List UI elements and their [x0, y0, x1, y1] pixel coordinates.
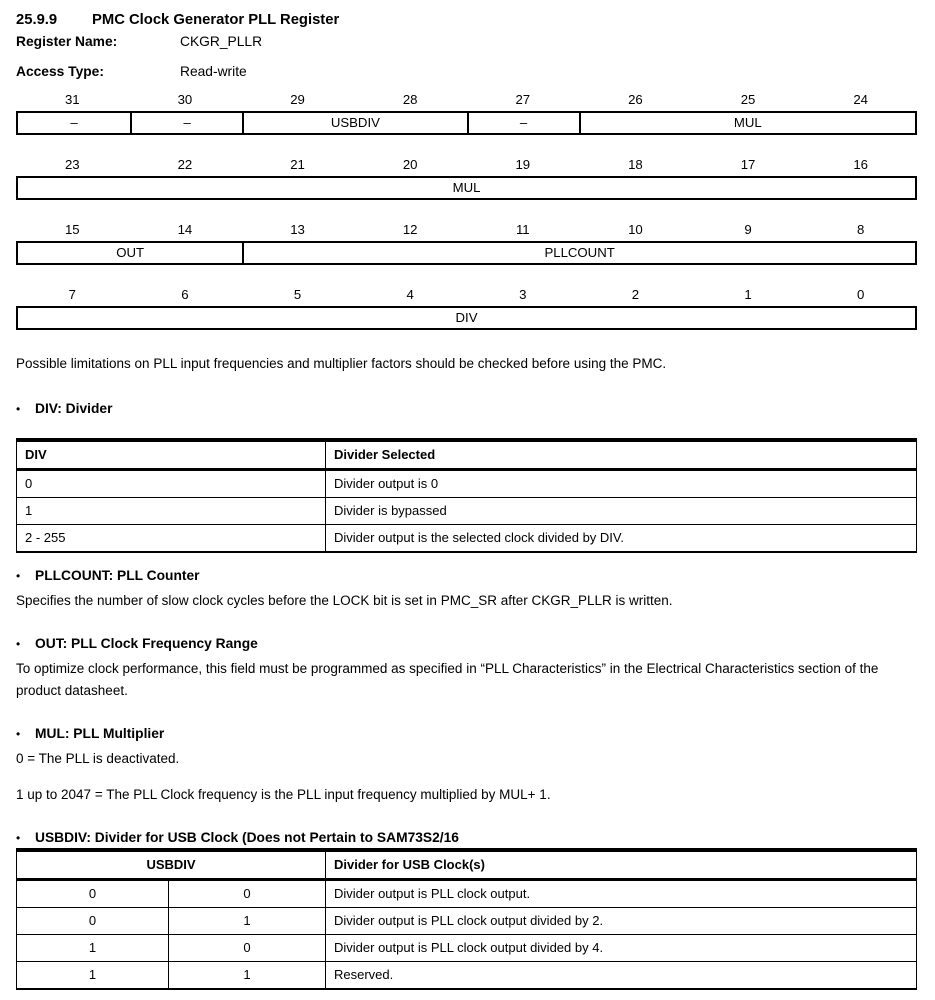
bit-number: 29 — [290, 92, 305, 107]
bit-number: 31 — [64, 92, 80, 107]
bit-cell-reserved: – — [467, 113, 579, 133]
bit-number: 9 — [744, 222, 752, 237]
access-type-value: Read-write — [180, 64, 247, 79]
bit-number: 20 — [402, 157, 418, 172]
table-row — [17, 908, 917, 935]
table-row — [17, 962, 917, 990]
bit-cell-reserved: – — [70, 115, 78, 130]
table-row — [17, 498, 917, 525]
bit-cell-out: OUT — [116, 245, 145, 260]
bit-number: 2 — [631, 287, 640, 302]
bit-number: 27 — [515, 92, 531, 107]
div-value: 0 — [17, 470, 326, 498]
usbdiv-description: Reserved. — [326, 962, 917, 990]
usbdiv-bit1: 1 — [17, 935, 169, 962]
bit-cell-pllcount: PLLCOUNT — [242, 243, 915, 263]
bit-cells-7-0 — [16, 306, 917, 330]
bullet-icon: • — [16, 402, 21, 416]
access-type-row — [16, 64, 917, 79]
div-value: 2 - 255 — [17, 525, 326, 553]
bit-number: 11 — [515, 222, 530, 237]
bit-number: 0 — [857, 287, 865, 302]
bit-number: 10 — [628, 222, 643, 237]
out-body: To optimize clock performance, this field must be programmed as specified in “PLL Characteristics” in the Electrical Characteristics section of the product datasheet. — [16, 661, 879, 698]
usbdiv-heading — [16, 830, 917, 845]
table-row — [17, 880, 917, 908]
bitfield-row-7-0 — [16, 287, 917, 330]
bit-number: 24 — [853, 92, 869, 107]
bit-number: 14 — [177, 222, 193, 237]
bit-number: 8 — [857, 222, 865, 237]
usbdiv-bit1: 0 — [17, 908, 169, 935]
bit-number: 5 — [293, 287, 302, 302]
usbdiv-table-header-usbdiv: USBDIV — [17, 850, 326, 880]
bit-numbers-7-0 — [16, 287, 917, 302]
intro-paragraph: Possible limitations on PLL input frequencies and multiplier factors should be checked before using the PMC. — [16, 356, 667, 371]
div-table-header-row — [17, 440, 917, 470]
bit-number: 18 — [628, 157, 643, 172]
bit-number: 19 — [515, 157, 531, 172]
bit-numbers-23-16 — [16, 157, 917, 172]
bit-cells-15-8 — [16, 241, 917, 265]
bit-number: 16 — [853, 157, 869, 172]
bit-number: 25 — [740, 92, 756, 107]
bit-number: 15 — [64, 222, 80, 237]
div-description: Divider is bypassed — [326, 498, 917, 525]
div-heading-label: DIV: Divider — [35, 401, 113, 416]
bit-number: 6 — [181, 287, 189, 302]
mul-line-1: 0 = The PLL is deactivated. — [16, 751, 180, 766]
table-row — [17, 525, 917, 553]
usbdiv-description: Divider output is PLL clock output divided by 4. — [326, 935, 917, 962]
bit-cell-mul: MUL — [579, 113, 915, 133]
div-description: Divider output is the selected clock divided by DIV. — [326, 525, 917, 553]
register-name-row — [16, 34, 917, 49]
bitfield-row-15-8 — [16, 222, 917, 265]
bit-number: 17 — [740, 157, 756, 172]
bitfield-row-23-16 — [16, 157, 917, 200]
usbdiv-bit0: 0 — [169, 880, 326, 908]
pllcount-heading-label: PLLCOUNT: PLL Counter — [35, 568, 200, 583]
access-type-label: Access Type: — [16, 64, 104, 79]
div-value: 1 — [17, 498, 326, 525]
div-table-header-selected: Divider Selected — [326, 440, 917, 470]
page-title: PMC Clock Generator PLL Register — [92, 12, 340, 28]
bit-number: 28 — [402, 92, 418, 107]
bullet-icon: • — [16, 831, 21, 845]
bit-numbers-15-8 — [16, 222, 917, 237]
bullet-icon: • — [16, 637, 21, 651]
bit-number: 1 — [744, 287, 752, 302]
div-table — [16, 438, 917, 553]
bit-cell-mul: MUL — [452, 180, 481, 195]
bit-number: 21 — [290, 157, 305, 172]
usbdiv-heading-label: USBDIV: Divider for USB Clock (Does not Pertain to SAM73S2/16 — [35, 830, 459, 845]
usbdiv-description: Divider output is PLL clock output divided by 2. — [326, 908, 917, 935]
mul-line-2: 1 up to 2047 = The PLL Clock frequency is the PLL input frequency multiplied by MUL+ 1. — [16, 787, 551, 802]
bit-cells-31-24 — [16, 111, 917, 135]
usbdiv-table — [16, 848, 917, 990]
bit-number: 12 — [402, 222, 418, 237]
usbdiv-bit0: 0 — [169, 935, 326, 962]
bullet-icon: • — [16, 727, 21, 741]
mul-heading-label: MUL: PLL Multiplier — [35, 726, 165, 741]
bit-numbers-31-24 — [16, 92, 917, 107]
bit-number: 13 — [290, 222, 305, 237]
bit-number: 4 — [406, 287, 414, 302]
bitfield-row-31-24 — [16, 92, 917, 135]
table-row — [17, 935, 917, 962]
bullet-icon: • — [16, 569, 21, 583]
div-description: Divider output is 0 — [326, 470, 917, 498]
div-heading — [16, 401, 917, 416]
out-heading — [16, 636, 917, 651]
usbdiv-bit1: 0 — [17, 880, 169, 908]
usbdiv-bit0: 1 — [169, 908, 326, 935]
bit-cells-23-16 — [16, 176, 917, 200]
bit-number: 26 — [628, 92, 643, 107]
pllcount-body: Specifies the number of slow clock cycles before the LOCK bit is set in PMC_SR after CKGR_PLLR is written. — [16, 593, 673, 608]
mul-heading — [16, 726, 917, 741]
bit-cell-div: DIV — [455, 310, 478, 325]
bit-cell-reserved: – — [130, 113, 242, 133]
bit-number: 7 — [68, 287, 76, 302]
usbdiv-bit0: 1 — [169, 962, 326, 990]
out-heading-label: OUT: PLL Clock Frequency Range — [35, 636, 258, 651]
table-row — [17, 470, 917, 498]
usbdiv-table-header-row — [17, 850, 917, 880]
register-name-value: CKGR_PLLR — [180, 34, 263, 49]
bit-number: 23 — [64, 157, 80, 172]
register-name-label: Register Name: — [16, 34, 118, 49]
bit-cell-usbdiv: USBDIV — [242, 113, 466, 133]
usbdiv-table-header-desc: Divider for USB Clock(s) — [326, 850, 917, 880]
bit-number: 3 — [519, 287, 527, 302]
bit-number: 22 — [177, 157, 193, 172]
usbdiv-bit1: 1 — [17, 962, 169, 990]
usbdiv-description: Divider output is PLL clock output. — [326, 880, 917, 908]
bit-number: 30 — [177, 92, 193, 107]
pllcount-heading — [16, 568, 917, 583]
div-table-header-div: DIV — [17, 440, 326, 470]
section-number: 25.9.9 — [16, 12, 58, 28]
section-heading — [16, 12, 917, 28]
